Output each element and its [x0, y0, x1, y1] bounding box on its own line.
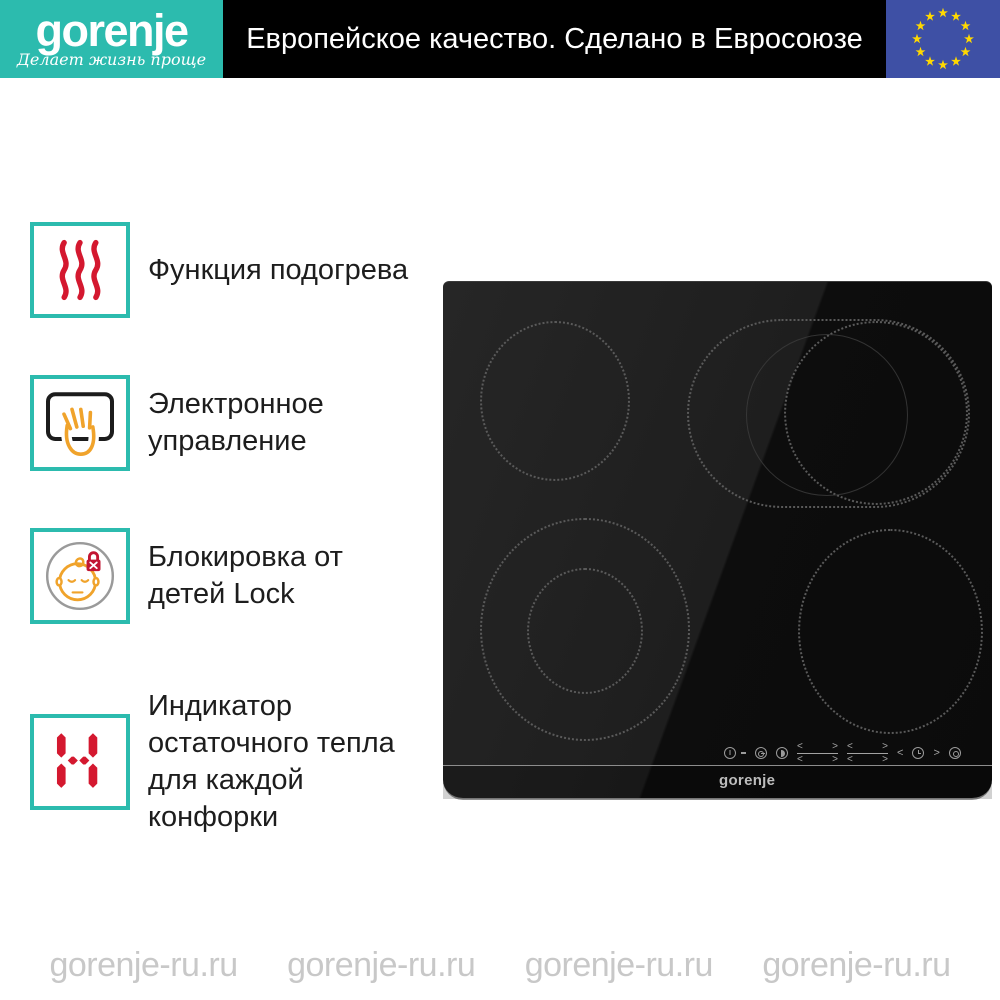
slider-arrow-left-icon: < [797, 753, 803, 765]
feature-text-line: конфорки [148, 801, 279, 833]
feature-child-lock-label [148, 539, 343, 613]
feature-text-line: Электронное [148, 388, 324, 420]
feature-electronic-control-label [148, 386, 324, 460]
watermark-text: gorenje-ru.ru [762, 946, 951, 984]
minus-dash-icon [741, 752, 746, 754]
watermark-text: gorenje-ru.ru [524, 946, 713, 984]
feature-child-lock [30, 528, 343, 624]
slider-arrow-right-icon: > [832, 753, 838, 765]
feature-text-line: управление [148, 425, 307, 457]
glass-reflection-ring [746, 334, 908, 496]
watermark-row [0, 946, 1000, 985]
brand-name: gorenje [35, 5, 188, 56]
key-lock-icon [755, 747, 767, 759]
zone-slider-right [847, 740, 888, 765]
burner-top-left [480, 321, 630, 481]
brand-tagline: Делает жизнь проще [16, 50, 207, 69]
eu-flag-icon [886, 0, 1000, 78]
lock-indicator-icon [949, 747, 961, 759]
hob-brand-logo: gorenje [719, 772, 776, 789]
quality-banner-text: Европейское качество. Сделано в Евросоюзе [246, 22, 863, 55]
timer-plus-arrow-icon: > [933, 746, 940, 759]
zone-slider-left [797, 740, 838, 765]
feature-text-line: детей Lock [148, 578, 295, 610]
slider-arrow-right-icon: > [832, 740, 838, 752]
brand-logo [0, 0, 223, 78]
touch-control-icon [30, 375, 130, 471]
watermark-text: gorenje-ru.ru [49, 946, 238, 984]
feature-residual-heat-label [148, 688, 395, 836]
hob-control-panel [724, 742, 961, 764]
burner-bottom-left-inner [527, 568, 643, 694]
cooktop-image [443, 281, 992, 800]
heat-waves-icon [30, 222, 130, 318]
hob-front-edge [443, 765, 992, 799]
feature-text-line: для каждой [148, 764, 304, 796]
feature-warming-label [148, 252, 408, 289]
power-icon [724, 747, 736, 759]
header-bar [0, 0, 1000, 78]
pause-icon [776, 747, 788, 759]
feature-electronic-control [30, 375, 324, 471]
feature-text-line: Функция подогрева [148, 253, 409, 286]
slider-arrow-right-icon: > [882, 753, 888, 765]
feature-text-line: Блокировка от [148, 541, 343, 573]
slider-arrow-left-icon: < [847, 740, 853, 752]
slider-arrow-right-icon: > [882, 740, 888, 752]
timer-minus-arrow-icon: < [897, 746, 904, 759]
feature-text-line: Индикатор [148, 690, 293, 722]
feature-warming [30, 222, 408, 318]
child-lock-icon [30, 528, 130, 624]
watermark-text: gorenje-ru.ru [287, 946, 476, 984]
seven-segment-h-icon [30, 714, 130, 810]
feature-text-line: остаточного тепла [148, 727, 395, 759]
burner-bottom-right [798, 529, 983, 734]
timer-clock-icon [912, 747, 924, 759]
slider-arrow-left-icon: < [847, 753, 853, 765]
feature-residual-heat [30, 688, 395, 836]
slider-arrow-left-icon: < [797, 740, 803, 752]
